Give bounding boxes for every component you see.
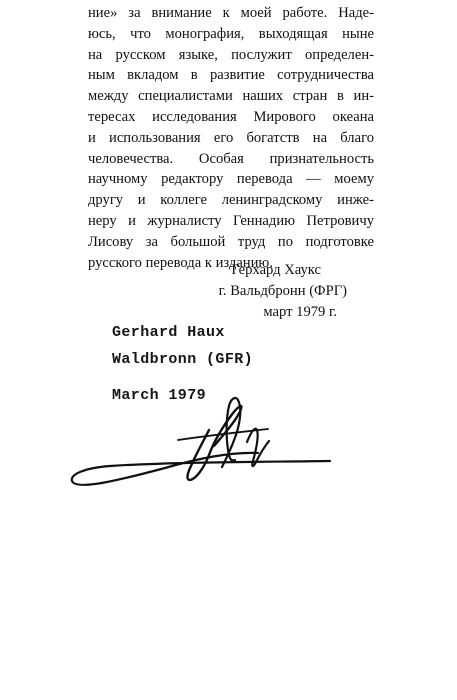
- signature-letter-stroke: [187, 406, 241, 480]
- author-city-russian: г. Вальдбронн (ФРГ): [218, 282, 347, 299]
- typewritten-city: Waldbronn (GFR): [112, 351, 254, 368]
- typewritten-name: Gerhard Haux: [112, 324, 225, 341]
- body-line: юсь, что монография, выходящая ныне: [88, 25, 374, 42]
- body-line: ние» за внимание к моей работе. Наде-: [88, 5, 374, 21]
- body-line: русского перевода к изданию.: [88, 254, 273, 271]
- typewritten-date: March 1979: [112, 387, 207, 404]
- body-line: научному редактору перевода — моему: [88, 171, 374, 188]
- signature-second-letter-stroke: [247, 429, 269, 466]
- author-date-russian: март 1979 г.: [263, 303, 337, 320]
- body-line: тересах исследования Мирового океана: [88, 108, 374, 125]
- body-paragraph: [88, 3, 374, 273]
- body-line: Лисову за большой труд по подготовке: [88, 233, 374, 250]
- body-line: другу и коллеге ленинградскому инже-: [88, 192, 374, 209]
- russian-signature-block: [219, 260, 347, 322]
- body-line: человечества. Особая признательность: [88, 150, 374, 167]
- signature-cross-stroke: [178, 429, 268, 440]
- body-line: ным вкладом в развитие сотрудничества: [88, 67, 374, 84]
- body-line: между специалистами наших стран в ин-: [88, 88, 374, 105]
- author-name-russian: Герхард Хаукс: [231, 262, 321, 278]
- signature-underline-stroke: [72, 453, 330, 485]
- body-line: и использования его богатств на благо: [88, 129, 374, 146]
- body-line: неру и журналисту Геннадию Петровичу: [88, 212, 374, 229]
- body-line: на русском языке, послужит определен-: [88, 46, 374, 63]
- signature-ascender-stroke: [222, 398, 240, 467]
